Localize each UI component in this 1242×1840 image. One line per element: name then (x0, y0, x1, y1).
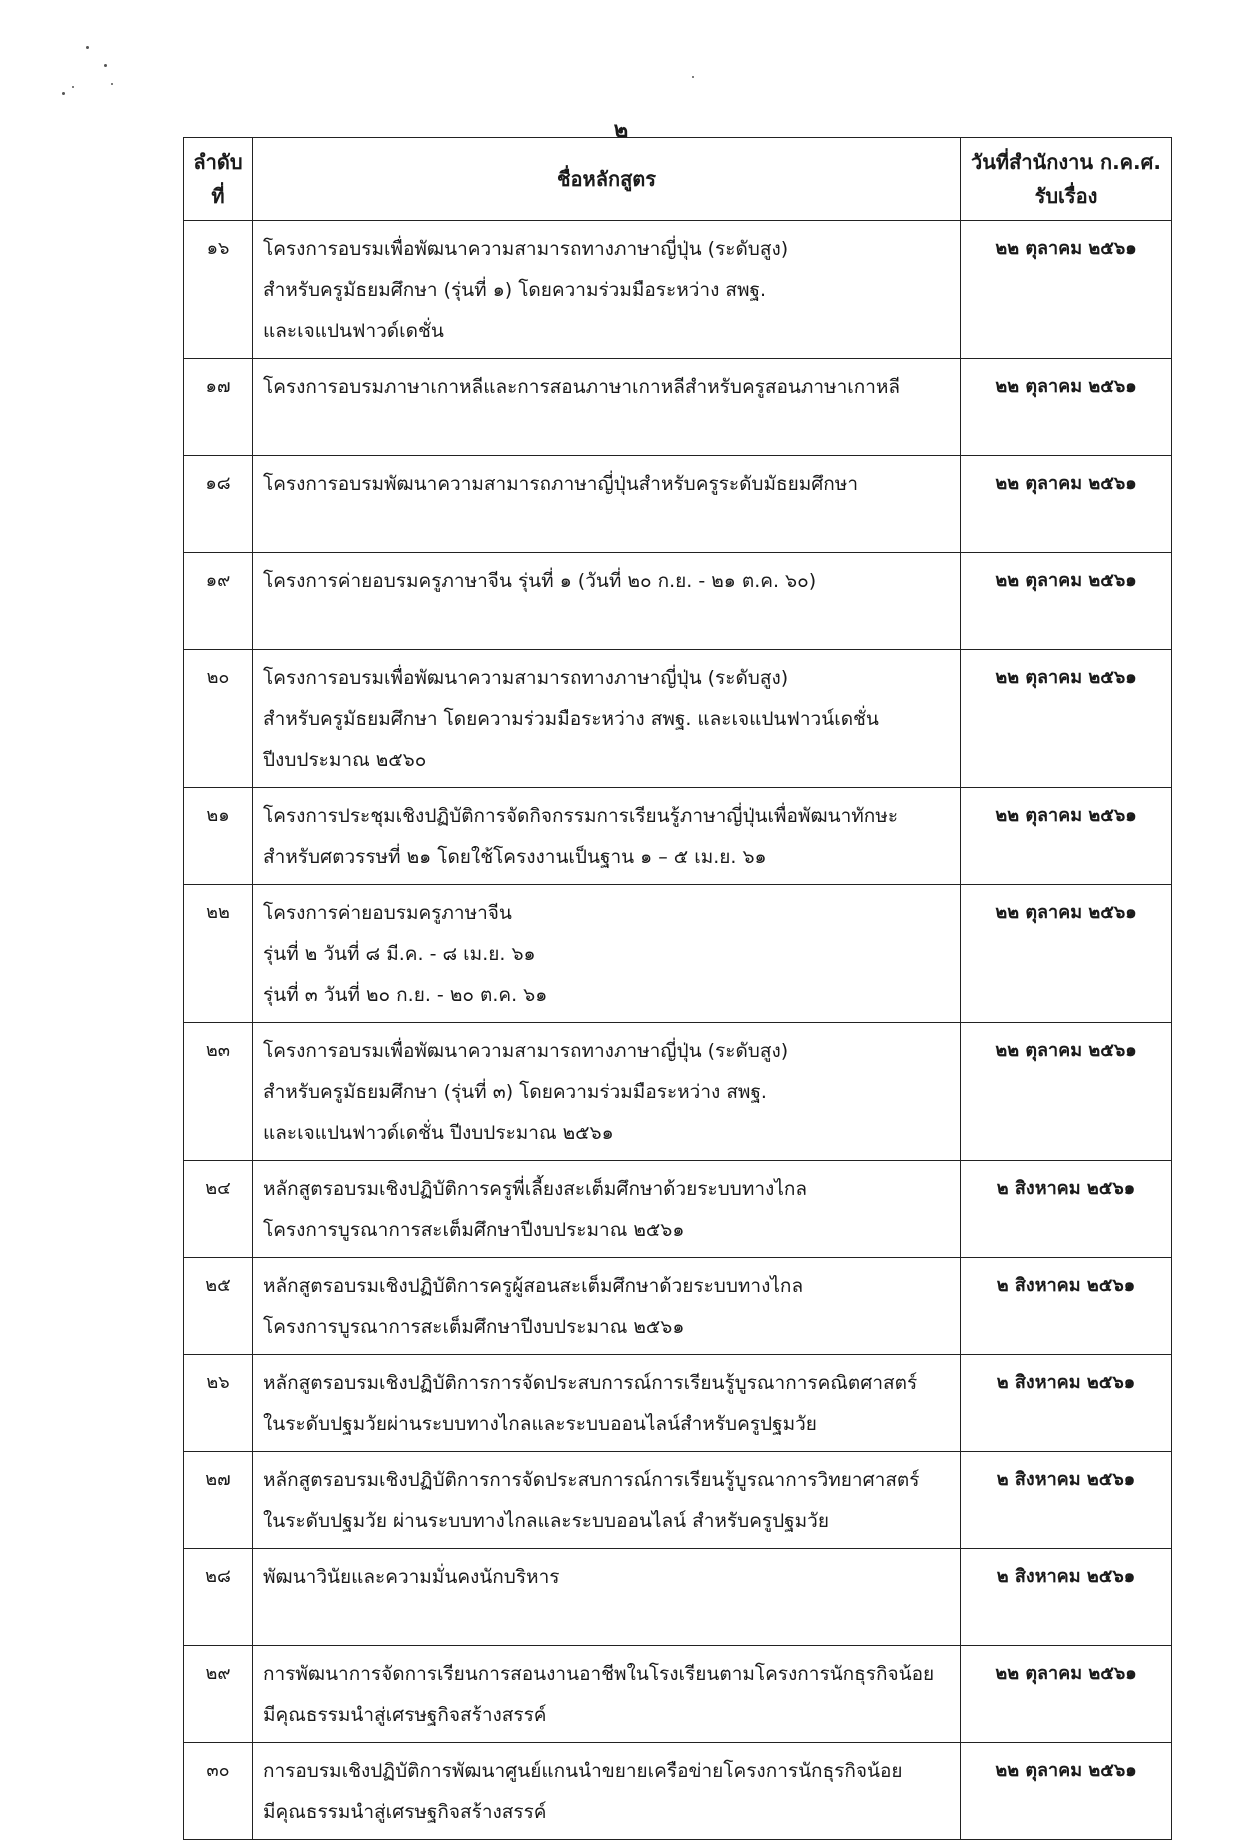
course-table (183, 137, 1172, 1840)
course-name (253, 1743, 961, 1840)
row-number: ๒๓ (184, 1023, 253, 1161)
table-row (184, 788, 1172, 885)
scan-speck (86, 46, 89, 49)
row-number: ๒๒ (184, 885, 253, 1023)
table-row (184, 1258, 1172, 1355)
course-name-line: รุ่นที่ ๒ วันที่ ๘ มี.ค. - ๘ เม.ย. ๖๑ (263, 943, 536, 965)
table-row (184, 1452, 1172, 1549)
table-row (184, 1161, 1172, 1258)
header-no (184, 138, 253, 221)
course-name-line: หลักสูตรอบรมเชิงปฏิบัติการครูพี่เลี้ยงสะเต็มศึกษาด้วยระบบทางไกล (263, 1178, 808, 1200)
header-no-line1: ลำดับ (193, 150, 243, 174)
course-name-line: โครงการอบรมภาษาเกาหลีและการสอนภาษาเกาหลีสำหรับครูสอนภาษาเกาหลี (263, 376, 901, 398)
course-name (253, 885, 961, 1023)
course-name-line: ปีงบประมาณ ๒๕๖๐ (263, 749, 427, 771)
course-name (253, 1258, 961, 1355)
course-name-line: โครงการบูรณาการสะเต็มศึกษาปีงบประมาณ ๒๕๖๑ (263, 1219, 685, 1241)
course-name-line: สำหรับครูมัธยมศึกษา (รุ่นที่ ๑) โดยความร่วมมือระหว่าง สพฐ. (263, 279, 767, 301)
course-name-line: โครงการอบรมพัฒนาความสามารถภาษาญี่ปุ่นสำหรับครูระดับมัธยมศึกษา (263, 473, 859, 495)
row-number: ๒๙ (184, 1646, 253, 1743)
received-date: ๒๒ ตุลาคม ๒๕๖๑ (961, 1743, 1172, 1840)
received-date: ๒๒ ตุลาคม ๒๕๖๑ (961, 788, 1172, 885)
table-row (184, 359, 1172, 456)
course-name (253, 1161, 961, 1258)
course-name-line: โครงการประชุมเชิงปฏิบัติการจัดกิจกรรมการเรียนรู้ภาษาญี่ปุ่นเพื่อพัฒนาทักษะ (263, 805, 899, 827)
course-name-line: สำหรับครูมัธยมศึกษา (รุ่นที่ ๓) โดยความร่วมมือระหว่าง สพฐ. (263, 1081, 767, 1103)
course-name-line: ในระดับปฐมวัย ผ่านระบบทางไกลและระบบออนไลน์ สำหรับครูปฐมวัย (263, 1510, 829, 1532)
course-name-line: หลักสูตรอบรมเชิงปฏิบัติการครูผู้สอนสะเต็มศึกษาด้วยระบบทางไกล (263, 1275, 804, 1297)
course-name-line: พัฒนาวินัยและความมั่นคงนักบริหาร (263, 1566, 560, 1588)
received-date: ๒๒ ตุลาคม ๒๕๖๑ (961, 359, 1172, 456)
table-row (184, 1743, 1172, 1840)
row-number: ๒๑ (184, 788, 253, 885)
scan-speck (111, 83, 113, 85)
course-name-line: โครงการอบรมเพื่อพัฒนาความสามารถทางภาษาญี่ปุ่น (ระดับสูง) (263, 667, 789, 689)
table-row (184, 885, 1172, 1023)
received-date: ๒๒ ตุลาคม ๒๕๖๑ (961, 221, 1172, 359)
page-number: ๒ (613, 118, 629, 143)
course-name-line: รุ่นที่ ๓ วันที่ ๒๐ ก.ย. - ๒๐ ต.ค. ๖๑ (263, 984, 548, 1006)
received-date: ๒ สิงหาคม ๒๕๖๑ (961, 1452, 1172, 1549)
header-row (184, 138, 1172, 221)
row-number: ๒๖ (184, 1355, 253, 1452)
course-name-line: โครงการอบรมเพื่อพัฒนาความสามารถทางภาษาญี่ปุ่น (ระดับสูง) (263, 1040, 789, 1062)
row-number: ๓๐ (184, 1743, 253, 1840)
course-name-line (263, 1598, 952, 1639)
row-number: ๒๔ (184, 1161, 253, 1258)
row-number: ๑๗ (184, 359, 253, 456)
table-row (184, 1646, 1172, 1743)
course-name-line: การอบรมเชิงปฏิบัติการพัฒนาศูนย์แกนนำขยายเครือข่ายโครงการนักธุรกิจน้อย (263, 1760, 903, 1782)
received-date: ๒๒ ตุลาคม ๒๕๖๑ (961, 456, 1172, 553)
table-row (184, 650, 1172, 788)
course-name (253, 1646, 961, 1743)
header-no-line2: ที่ (211, 184, 225, 208)
row-number: ๒๕ (184, 1258, 253, 1355)
course-name (253, 456, 961, 553)
received-date: ๒ สิงหาคม ๒๕๖๑ (961, 1355, 1172, 1452)
received-date: ๒ สิงหาคม ๒๕๖๑ (961, 1549, 1172, 1646)
row-number: ๑๖ (184, 221, 253, 359)
received-date: ๒๒ ตุลาคม ๒๕๖๑ (961, 553, 1172, 650)
course-name-line: และเจแปนฟาวด์เดชั่น (263, 320, 444, 342)
course-name (253, 650, 961, 788)
received-date: ๒๒ ตุลาคม ๒๕๖๑ (961, 650, 1172, 788)
received-date: ๒๒ ตุลาคม ๒๕๖๑ (961, 1646, 1172, 1743)
header-date (961, 138, 1172, 221)
scan-speck (72, 86, 74, 88)
course-name-line (263, 408, 952, 449)
table-row (184, 1023, 1172, 1161)
row-number: ๑๙ (184, 553, 253, 650)
received-date: ๒ สิงหาคม ๒๕๖๑ (961, 1258, 1172, 1355)
course-name-line: ในระดับปฐมวัยผ่านระบบทางไกลและระบบออนไลน์สำหรับครูปฐมวัย (263, 1413, 817, 1435)
course-name (253, 788, 961, 885)
course-name (253, 1023, 961, 1161)
course-name-line (263, 505, 952, 546)
table-row (184, 221, 1172, 359)
table-row (184, 553, 1172, 650)
header-name: ชื่อหลักสูตร (253, 138, 961, 221)
received-date: ๒ สิงหาคม ๒๕๖๑ (961, 1161, 1172, 1258)
course-name (253, 1452, 961, 1549)
row-number: ๒๗ (184, 1452, 253, 1549)
course-name-line: การพัฒนาการจัดการเรียนการสอนงานอาชีพในโรงเรียนตามโครงการนักธุรกิจน้อย (263, 1663, 935, 1685)
course-name (253, 1549, 961, 1646)
course-name-line: โครงการค่ายอบรมครูภาษาจีน รุ่นที่ ๑ (วันที่ ๒๐ ก.ย. - ๒๑ ต.ค. ๖๐) (263, 570, 817, 592)
scan-speck (104, 64, 107, 67)
table-row (184, 456, 1172, 553)
scan-speck (692, 76, 694, 78)
header-date-line1: วันที่สำนักงาน ก.ค.ศ. (971, 150, 1161, 174)
scan-speck (62, 92, 65, 95)
course-name-line: สำหรับศตวรรษที่ ๒๑ โดยใช้โครงงานเป็นฐาน ๑ – ๕ เม.ย. ๖๑ (263, 846, 767, 868)
course-name-line: หลักสูตรอบรมเชิงปฏิบัติการการจัดประสบการณ์การเรียนรู้บูรณาการคณิตศาสตร์ (263, 1372, 918, 1394)
course-name-line: โครงการค่ายอบรมครูภาษาจีน (263, 902, 512, 924)
course-name (253, 221, 961, 359)
course-name-line: มีคุณธรรมนำสู่เศรษฐกิจสร้างสรรค์ (263, 1704, 547, 1726)
row-number: ๒๐ (184, 650, 253, 788)
course-name-line: มีคุณธรรมนำสู่เศรษฐกิจสร้างสรรค์ (263, 1801, 547, 1823)
course-name-line: โครงการบูรณาการสะเต็มศึกษาปีงบประมาณ ๒๕๖๑ (263, 1316, 685, 1338)
course-name (253, 553, 961, 650)
course-name (253, 359, 961, 456)
course-name-line: หลักสูตรอบรมเชิงปฏิบัติการการจัดประสบการณ์การเรียนรู้บูรณาการวิทยาศาสตร์ (263, 1469, 920, 1491)
row-number: ๑๘ (184, 456, 253, 553)
course-name-line: และเจแปนฟาวด์เดชั่น ปีงบประมาณ ๒๕๖๑ (263, 1122, 614, 1144)
table-row (184, 1549, 1172, 1646)
course-name-line: โครงการอบรมเพื่อพัฒนาความสามารถทางภาษาญี่ปุ่น (ระดับสูง) (263, 238, 789, 260)
received-date: ๒๒ ตุลาคม ๒๕๖๑ (961, 885, 1172, 1023)
course-name-line: สำหรับครูมัธยมศึกษา โดยความร่วมมือระหว่าง สพฐ. และเจแปนฟาวน์เดชั่น (263, 708, 879, 730)
course-name-line (263, 602, 952, 643)
header-date-line2: รับเรื่อง (1034, 184, 1098, 208)
row-number: ๒๘ (184, 1549, 253, 1646)
received-date: ๒๒ ตุลาคม ๒๕๖๑ (961, 1023, 1172, 1161)
course-name (253, 1355, 961, 1452)
table-row (184, 1355, 1172, 1452)
